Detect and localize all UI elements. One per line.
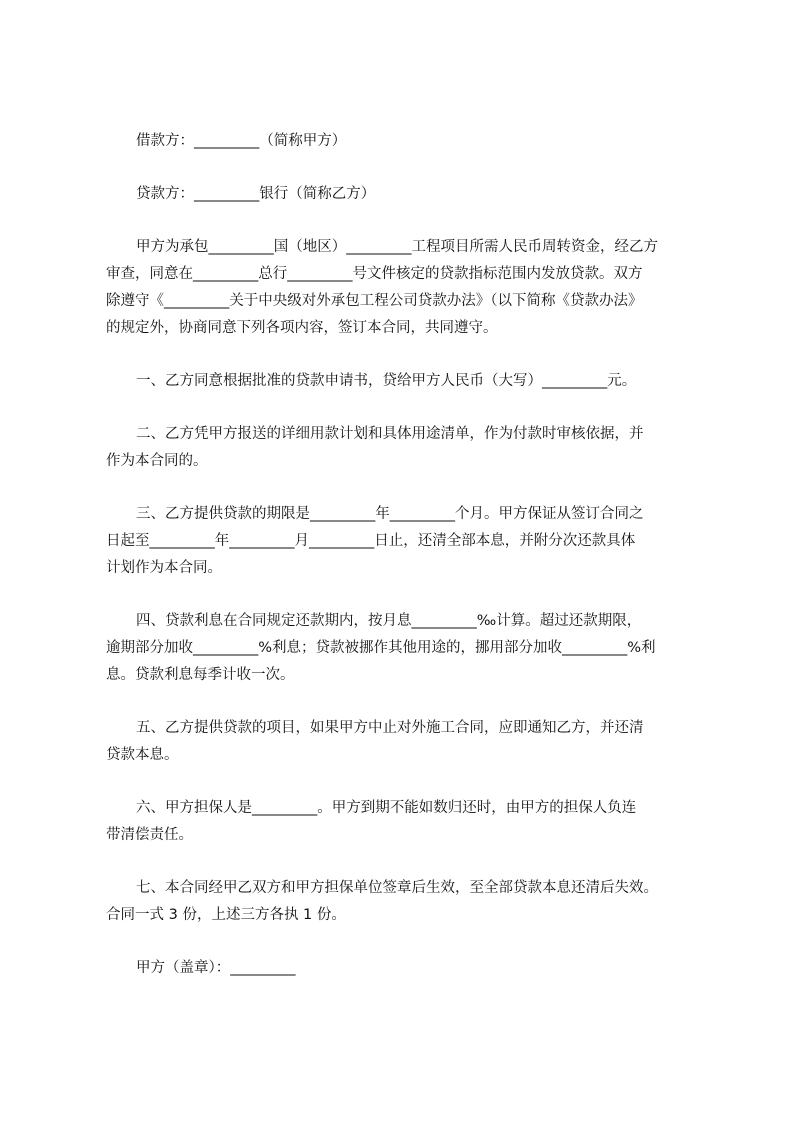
paragraph-line: 甲方为承包_________国（地区）_________工程项目所需人民币周转资金，经乙方 [136, 239, 658, 255]
paragraph-line: 除遵守《_________关于中央级对外承包工程公司贷款办法》（以下简称《贷款办法》 [106, 293, 643, 309]
paragraph-line: 日起至_________年_________月_________日止，还清全部本息，并附分次还款具体 [106, 533, 636, 549]
paragraph-line: 五、乙方提供贷款的项目，如果甲方中止对外施工合同，应即通知乙方，并还清 [136, 720, 644, 736]
paragraph-line: 带清偿责任。 [106, 827, 193, 843]
paragraph-line: 四、贷款利息在合同规定还款期内，按月息_________‰计算。超过还款期限， [136, 613, 642, 629]
paragraph-line: 二、乙方凭甲方报送的详细用款计划和具体用途清单，作为付款时审核依据，并 [136, 426, 644, 442]
paragraph-line: 逾期部分加收_________%利息；贷款被挪作其他用途的，挪用部分加收_________%利 [106, 640, 656, 656]
paragraph-line: 贷款本息。 [106, 747, 179, 763]
paragraph-line: 七、本合同经甲乙双方和甲方担保单位签章后生效，至全部贷款本息还清后失效。 [136, 880, 658, 896]
party-a-seal-line: 甲方（盖章）：_________ [136, 960, 296, 976]
paragraph-line: 六、甲方担保人是_________。甲方到期不能如数归还时，由甲方的担保人负连 [136, 800, 637, 816]
paragraph-line: 息。贷款利息每季计收一次。 [106, 667, 295, 683]
paragraph-line: 计划作为本合同。 [106, 560, 222, 576]
lender-line: 贷款方：_________银行（简称乙方） [136, 186, 376, 202]
paragraph-line: 作为本合同的。 [106, 453, 208, 469]
paragraph-line: 一、乙方同意根据批准的贷款申请书，贷给甲方人民币（大写）_________元。 [136, 373, 637, 389]
paragraph-line: 审查，同意在_________总行_________号文件核定的贷款指标范围内发放贷款。双方 [106, 266, 643, 282]
borrower-line: 借款方：_________（简称甲方） [136, 133, 347, 149]
paragraph-line: 合同一式 3 份，上述三方各执 1 份。 [106, 907, 346, 923]
paragraph-line: 三、乙方提供贷款的期限是_________年_________个月。甲方保证从签订合同之 [136, 506, 644, 522]
paragraph-line: 的规定外，协商同意下列各项内容，签订本合同，共同遵守。 [106, 320, 498, 336]
